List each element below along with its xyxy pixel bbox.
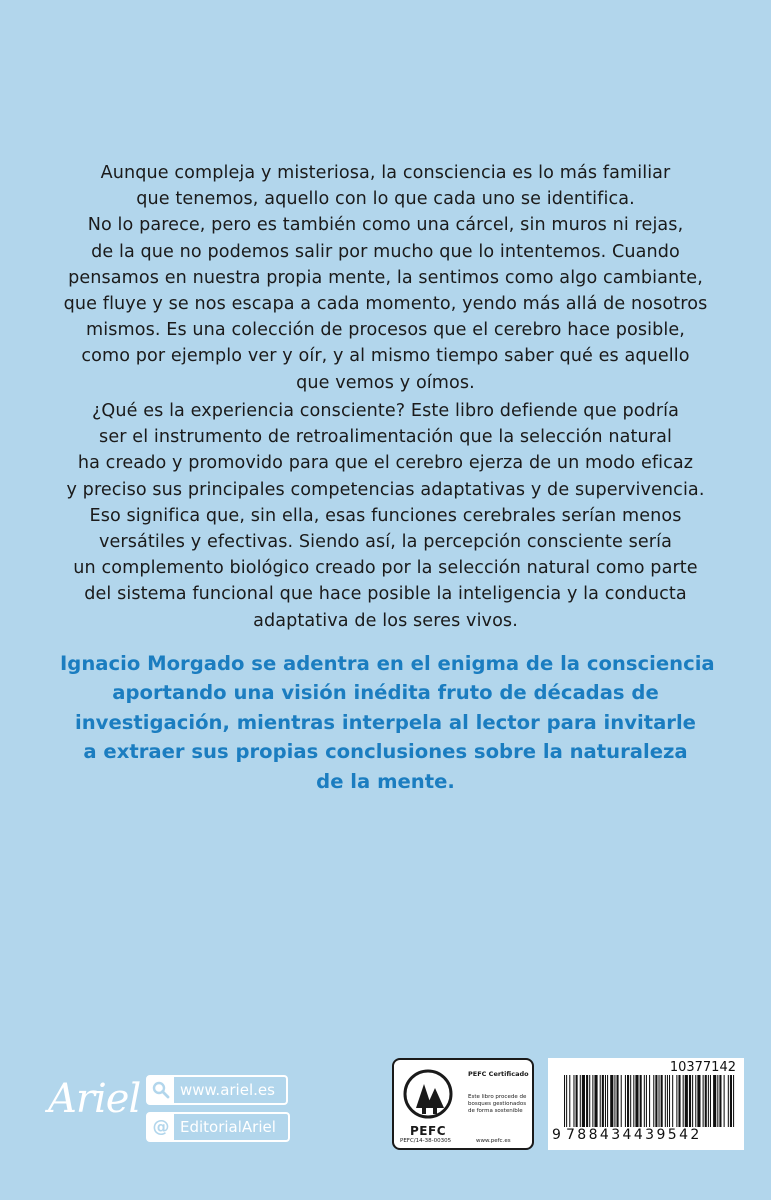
- barcode-bar: [678, 1075, 680, 1127]
- pefc-code: PEFC/14-38-00305: [400, 1138, 452, 1144]
- barcode-bar: [710, 1075, 711, 1127]
- barcode-bar: [713, 1075, 716, 1127]
- barcode-bar: [621, 1075, 622, 1127]
- barcode-bar: [592, 1075, 593, 1127]
- barcode-bar: [705, 1075, 707, 1127]
- search-icon: [148, 1077, 174, 1103]
- text-line: pensamos en nuestra propia mente, la sentimos como algo cambiante,: [68, 267, 703, 288]
- barcode-bar: [695, 1075, 696, 1127]
- barcode-bar: [689, 1075, 691, 1127]
- barcode-bar: [594, 1075, 597, 1127]
- barcode-bar: [730, 1075, 732, 1127]
- barcode-bar: [653, 1075, 654, 1127]
- barcode-bar: [672, 1075, 673, 1127]
- website-link[interactable]: [146, 1075, 288, 1105]
- text-line: del sistema funcional que hace posible la inteligencia y la conducta: [84, 584, 687, 605]
- barcode-bar: [719, 1075, 721, 1127]
- text-line: ser el instrumento de retroalimentación que la selección natural: [99, 427, 672, 448]
- social-label: EditorialAriel: [180, 1118, 276, 1136]
- barcode-bar: [646, 1075, 647, 1127]
- highlight-line: de la mente.: [316, 769, 455, 793]
- text-line: que vemos y oímos.: [296, 372, 475, 393]
- barcode-bar: [633, 1075, 634, 1127]
- barcode-bar: [669, 1075, 670, 1127]
- barcode-bar: [589, 1075, 590, 1127]
- text-line: un complemento biológico creado por la selección natural como parte: [73, 558, 698, 579]
- pefc-url: www.pefc.es: [476, 1138, 511, 1144]
- at-icon: @: [148, 1114, 174, 1140]
- barcode-bar: [655, 1075, 657, 1127]
- barcode-bar: [614, 1075, 615, 1127]
- text-line: que tenemos, aquello con lo que cada uno se identifica.: [136, 189, 635, 210]
- barcode-bar: [665, 1075, 666, 1127]
- barcode-bar: [728, 1075, 729, 1127]
- barcode-bar: [640, 1075, 642, 1127]
- barcode-bar: [676, 1075, 677, 1127]
- highlight-line: aportando una visión inédita fruto de décadas de: [112, 681, 659, 705]
- isbn-barcode: [548, 1058, 744, 1150]
- barcode-bar: [724, 1075, 725, 1127]
- barcode-bar: [564, 1075, 565, 1127]
- product-code: 10377142: [669, 1060, 736, 1075]
- barcode-bar: [576, 1075, 578, 1127]
- barcode-bar: [717, 1075, 718, 1127]
- text-line: que fluye y se nos escapa a cada momento, yendo más allá de nosotros: [63, 294, 708, 315]
- highlight-line: Ignacio Morgado se adentra en el enigma de la consciencia: [60, 652, 715, 675]
- text-line: versátiles y efectivas. Siendo así, la percepción consciente sería: [98, 532, 673, 553]
- barcode-bar: [600, 1075, 601, 1127]
- barcode-bar: [708, 1075, 709, 1127]
- pefc-title: PEFC Certificado: [468, 1070, 529, 1078]
- text-line: de la que no podemos salir por mucho que lo intentemos. Cuando: [91, 241, 680, 262]
- barcode-bar: [566, 1075, 567, 1127]
- pefc-description: Este libro procede de bosques gestionados de forma sostenible: [468, 1094, 527, 1114]
- text-line: y preciso sus principales competencias adaptativas y de supervivencia.: [66, 479, 705, 500]
- barcode-bar: [607, 1075, 608, 1127]
- barcode-bar: [692, 1075, 693, 1127]
- text-line: como por ejemplo ver y oír, y al mismo tiempo saber qué es aquello: [81, 346, 690, 367]
- barcode-bar: [580, 1075, 581, 1127]
- barcode-bar: [733, 1075, 734, 1127]
- pefc-wordmark: PEFC: [410, 1124, 446, 1138]
- barcode-bar: [635, 1075, 638, 1127]
- text-line: mismos. Es una colección de procesos que el cerebro hace posible,: [86, 320, 685, 341]
- pefc-certification: [392, 1058, 534, 1150]
- barcode-bar: [586, 1075, 588, 1127]
- paragraph-1: [60, 160, 711, 396]
- social-link[interactable]: [146, 1112, 290, 1142]
- barcode-bar: [649, 1075, 650, 1127]
- barcode-bar: [659, 1075, 660, 1127]
- text-line: ¿Qué es la experiencia consciente? Este libro defiende que podría: [91, 401, 680, 421]
- barcode-bar: [625, 1075, 626, 1127]
- barcode-digits: 788434439542: [566, 1127, 702, 1143]
- highlight-paragraph: [60, 649, 715, 796]
- text-line: adaptativa de los seres vivos.: [253, 610, 518, 631]
- barcode-bar: [697, 1075, 700, 1127]
- barcode-bar: [667, 1075, 668, 1127]
- barcode-bar: [703, 1075, 704, 1127]
- barcode-bar: [683, 1075, 684, 1127]
- barcode-bar: [685, 1075, 688, 1127]
- barcode-lead-digit: 9: [552, 1127, 561, 1143]
- barcode-bar: [610, 1075, 613, 1127]
- barcode-bars: [564, 1075, 736, 1131]
- barcode-bar: [605, 1075, 606, 1127]
- text-line: ha creado y promovido para que el cerebro ejerza de un modo eficaz: [77, 453, 694, 474]
- barcode-bar: [661, 1075, 663, 1127]
- highlight-line: investigación, mientras interpela al lector para invitarle: [75, 710, 696, 734]
- paragraph-2: [60, 398, 711, 634]
- barcode-bar: [627, 1075, 629, 1127]
- barcode-bar: [617, 1075, 619, 1127]
- barcode-bar: [602, 1075, 604, 1127]
- barcode-bar: [573, 1075, 574, 1127]
- text-line: No lo parece, pero es también como una cárcel, sin muros ni rejas,: [87, 215, 684, 236]
- barcode-bar: [569, 1075, 570, 1127]
- text-line: Eso significa que, sin ella, esas funciones cerebrales serían menos: [89, 505, 682, 526]
- barcode-bar: [582, 1075, 585, 1127]
- barcode-bar: [644, 1075, 645, 1127]
- text-line: Aunque compleja y misteriosa, la consciencia es lo más familiar: [100, 163, 671, 183]
- barcode-bar: [630, 1075, 631, 1127]
- pefc-tree-logo-icon: [402, 1068, 454, 1128]
- website-label: www.ariel.es: [180, 1081, 275, 1099]
- highlight-line: a extraer sus propias conclusiones sobre la naturaleza: [83, 740, 688, 764]
- publisher-logo: Ariel: [48, 1076, 141, 1122]
